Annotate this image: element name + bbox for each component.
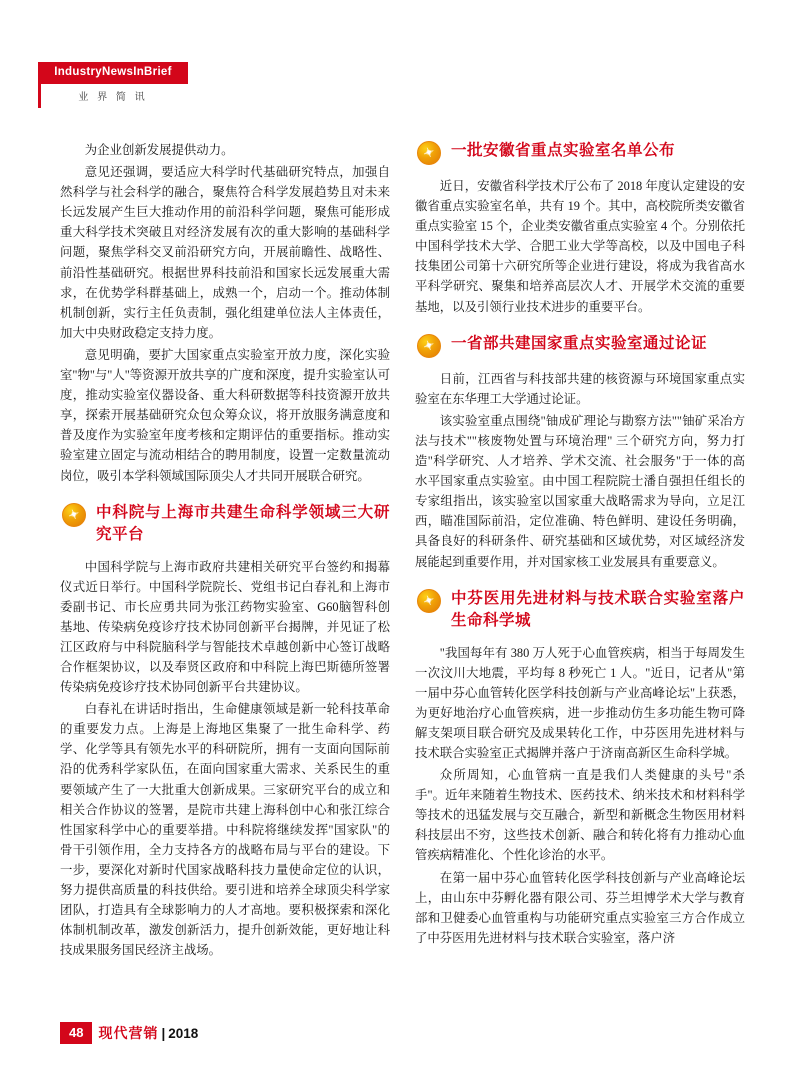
paragraph: 意见还强调，要适应大科学时代基础研究特点，加强自然科学与社会科学的融合，聚焦符合科学发展趋势且对未来长远发展产生巨大推动作用的前沿科学问题，聚焦可能形成重大科学技术突破且对经济发展有次的重大影响的基础科学问题，聚焦学科交叉前沿研究方向，开展前瞻性、战略性、前沿性基础研究。根据世界科技前沿和国家长远发展重大需求，在优势学科群基础上，成熟一个，启动一个。推动体制机制创新，实行主任负责制，强化组建单位法人主体责任，加大中央财政稳定支持力度。 xyxy=(60,165,390,340)
section-title: 中科院与上海市共建生命科学领域三大研究平台 xyxy=(96,503,390,544)
paragraph: 白春礼在讲话时指出，生命健康领域是新一轮科技革命的重要发力点。上海是上海地区集聚了一批生命科学、药学、化学等具有领先水平的科研院所，拥有一支面向国际前沿的优秀科学家队伍，在面向国家重大需求、关系民生的重要领域产生了一大批重大创新成果。三家研究平台的成立和相关合作协议的签署，是院市共建上海科创中心和张江综合性国家科学中心的重要举措。中科院将继续发挥"国家队"的骨干引领作用，全力支持各方的战略布局与平台的建设。下一步，要深化对新时代国家战略科技力量使命定位的认识，努力提供高质量的科技供给。要引进和培养全球顶尖科学家团队，打造具有全球影响力的人才高地。要积极探索和深化体制机制改革，激发创新活力，提升创新效能，更好地让科技成果服务国民经济主战场。 xyxy=(60,702,390,958)
masthead-accent-rule xyxy=(38,62,41,108)
page-number: 48 xyxy=(60,1022,92,1044)
masthead-chinese-title: 业 界 简 讯 xyxy=(78,91,148,103)
section-title: 一批安徽省重点实验室名单公布 xyxy=(451,142,676,159)
masthead xyxy=(38,62,188,103)
paragraph: 该实验室重点围绕"铀成矿理论与勘察方法""铀矿采冶方法与技术""核废物处置与环境治理" 三个研究方向，努力打造"科学研究、人才培养、学术交流、社会服务"于一体的高水平国家重点实验室。由中国工程院院士潘自强担任组长的专家组指出，该实验室以国家重大战略需求为导向，立足江西，瞄准国际前沿，定位准确、特色鲜明、建设任务明确，具备良好的科研条件、研究基础和区域优势，对区域经济发展能起到重要作用，并对国家核工业发展具有重要意义。 xyxy=(415,413,745,569)
bullet-star-icon: ✦ xyxy=(417,141,441,165)
section-heading-anhui-labs xyxy=(415,140,745,166)
paragraph: 为企业创新发展提供动力。 xyxy=(84,143,234,157)
bullet-star-icon: ✦ xyxy=(417,589,441,613)
section-title: 一省部共建国家重点实验室通过论证 xyxy=(451,334,708,352)
masthead-english-title: IndustryNewsInBrief xyxy=(38,62,188,84)
paragraph: 日前，江西省与科技部共建的核资源与环境国家重点实验室在东华理工大学通过论证。 xyxy=(415,371,745,406)
paragraph: 在第一届中芬心血管转化医学科技创新与产业高峰论坛上，由山东中芬孵化器有限公司、芬兰坦博学术大学与教育部和卫健委心血管重构与功能研究重点实验室三方合作成立了中芬医用先进材料与技术联合实验室，落户济 xyxy=(415,870,745,945)
paragraph: "我国每年有 380 万人死于心血管疾病，相当于每周发生一次汶川大地震，平均每 8 秒死亡 1 人。"近日，记者从"第一届中芬心血管转化医学科技创新与产业高峰论坛"上获悉，为更好地治疗心血管疾病，进一步推动仿生多功能生物可降解支架项目联合研究及成果转化工作，中芬医用先进材料与技术联合实验室正式揭牌并落户于济南高新区生命科学城。 xyxy=(415,645,745,760)
paragraph: 众所周知，心血管病一直是我们人类健康的头号"杀手"。近年来随着生物技术、医药技术、纳米技术和材料科学等技术的迅猛发展与交互融合，新型和新概念生物医用材料科技层出不穷，这些技术创新、融合和转化将有力推动心血管疾病精准化、个性化诊治的水平。 xyxy=(415,768,745,863)
section-heading-life-science-platforms xyxy=(60,502,390,547)
right-column xyxy=(415,140,745,950)
bullet-star-icon: ✦ xyxy=(62,503,86,527)
section-heading-jiangxi-lab xyxy=(415,333,745,359)
page-footer xyxy=(60,1022,198,1044)
paragraph: 中国科学院与上海市政府共建相关研究平台签约和揭幕仪式近日举行。中国科学院院长、党组书记白春礼和上海市委副书记、市长应勇共同为张江药物实验室、G60脑智科创基地、传染病免疫诊疗技术协同创新平台揭牌，并见证了松江区政府与中科院脑科学与智能技术卓越创新中心签订战略合作框架协议，以及奉贤区政府和中科院上海巴斯德所签署传染病免疫诊疗技术协同创新平台共建协议。 xyxy=(60,559,390,695)
paragraph: 近日，安徽省科学技术厅公布了 2018 年度认定建设的安徽省重点实验室名单，共有 19 个。其中，高校院所类安徽省重点实验室 15 个，企业类安徽省重点实验室 4 个。分别依托中国科学技术大学、合肥工业大学等高校，以及中国电子科技集团公司第十六研究所等企业进行建设，将成为我省高水平科学研究、聚集和培养高层次人才、开展学术交流的重要基地，以及引领行业技术进步的重要平台。 xyxy=(415,179,745,314)
section-title: 中芬医用先进材料与技术联合实验室落户生命科学城 xyxy=(451,589,745,630)
left-column xyxy=(60,140,390,962)
magazine-title: 现代营销 xyxy=(98,1025,159,1041)
publication-year: 2018 xyxy=(168,1025,199,1041)
paragraph: 意见明确，要扩大国家重点实验室开放力度，深化实验室"物"与"人"等资源开放共享的广度和深度，提升实验室认可度，推动实验室仪器设备、重大科研数据等科技资源开放共享，探索开展基础研究众包众筹众议，将开放服务满意度和普及度作为实验室年度考核和定期评估的重要指标。推动实验室建立固定与流动相结合的聘用制度，设置一定数量流动岗位，吸引本学科领域国际顶尖人才共同开展联合研究。 xyxy=(60,347,390,483)
section-heading-sino-finnish-lab xyxy=(415,588,745,633)
bullet-star-icon: ✦ xyxy=(417,334,441,358)
footer-separator: | xyxy=(161,1025,166,1041)
